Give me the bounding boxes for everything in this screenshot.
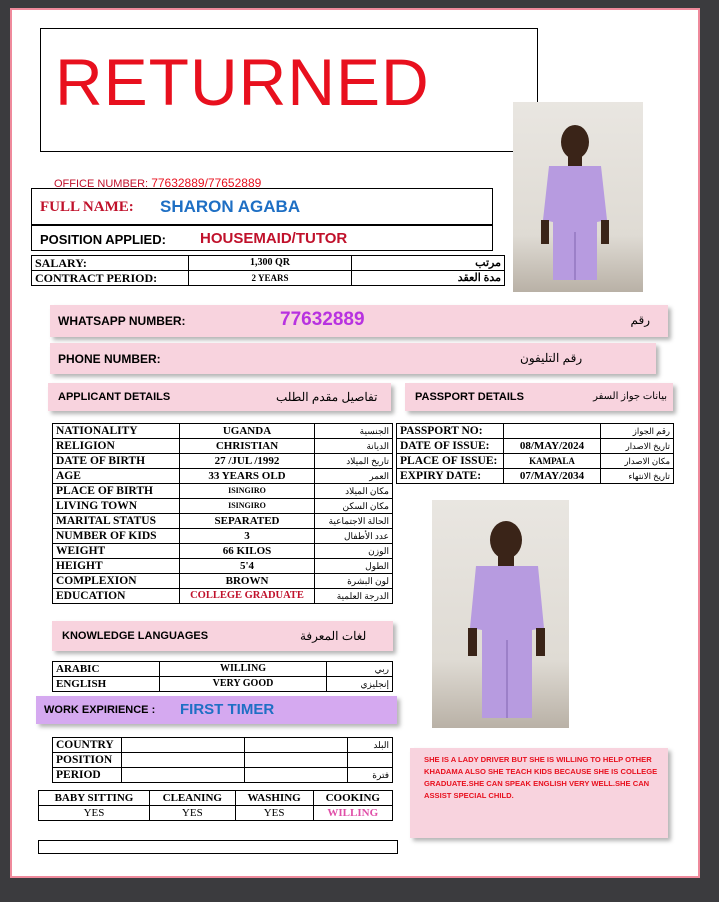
passport-field-value: 08/MAY/2024 — [504, 439, 601, 454]
contract-value: 2 YEARS — [189, 271, 352, 286]
whatsapp-value[interactable]: 77632889 — [280, 309, 365, 330]
passport-field-label: PASSPORT NO: — [397, 424, 504, 439]
skill-value: WILLING — [313, 806, 392, 821]
applicant-field-ar: الوزن — [315, 544, 393, 559]
applicant-field-value: UGANDA — [180, 424, 315, 439]
applicant-row — [53, 454, 393, 469]
work-history-cell — [245, 753, 348, 768]
applicant-field-value: ISINGIRO — [180, 484, 315, 499]
contract-row — [32, 271, 505, 286]
work-history-cell — [122, 768, 245, 783]
skill-label: WASHING — [235, 791, 313, 806]
remarks-text: SHE IS A LADY DRIVER BUT SHE IS WILLING TO HELP OTHER KHADAMA ALSO SHE TEACH KIDS BECAUSE SHE IS COLLEGE GRADUATE.SHE CAN SPEAK ENGLISH VERY WELL.SHE CAN ASSIST SPECIAL CHILD. — [424, 755, 658, 800]
applicant-field-label: DATE OF BIRTH — [53, 454, 180, 469]
passport-details-header — [405, 383, 673, 411]
passport-field-ar: مكان الاصدار — [601, 454, 674, 469]
applicant-row — [53, 484, 393, 499]
phone-label: PHONE NUMBER: — [58, 352, 161, 366]
position-box — [31, 225, 493, 251]
work-history-table — [52, 737, 393, 783]
passport-field-label: DATE OF ISSUE: — [397, 439, 504, 454]
whatsapp-bar — [50, 305, 668, 337]
language-label: ENGLISH — [53, 677, 160, 692]
work-history-cell — [245, 738, 348, 753]
applicant-row — [53, 469, 393, 484]
applicant-field-label: EDUCATION — [53, 589, 180, 604]
languages-label: KNOWLEDGE LANGUAGES — [62, 630, 209, 642]
work-history-label: COUNTRY — [53, 738, 122, 753]
applicant-field-value: 66 KILOS — [180, 544, 315, 559]
language-row — [53, 662, 393, 677]
remarks-box — [410, 748, 668, 838]
applicant-field-label: MARITAL STATUS — [53, 514, 180, 529]
applicant-field-label: HEIGHT — [53, 559, 180, 574]
passport-row — [397, 469, 674, 484]
work-history-cell — [122, 738, 245, 753]
phone-bar — [50, 343, 656, 374]
applicant-field-label: AGE — [53, 469, 180, 484]
applicant-field-value: 5'4 — [180, 559, 315, 574]
skills-value-row — [39, 806, 393, 821]
passport-field-value: KAMPALA — [504, 454, 601, 469]
applicant-row — [53, 589, 393, 604]
applicant-row — [53, 499, 393, 514]
work-experience-bar — [36, 696, 397, 724]
languages-ar: لغات المعرفة — [300, 629, 367, 643]
work-history-row — [53, 738, 393, 753]
languages-header — [52, 621, 393, 651]
passport-field-ar: تاريخ الاصدار — [601, 439, 674, 454]
applicant-field-ar: عدد الأطفال — [315, 529, 393, 544]
passport-field-value — [504, 424, 601, 439]
passport-field-label: EXPIRY DATE: — [397, 469, 504, 484]
work-history-ar: البلد — [348, 738, 393, 753]
applicant-field-value: 3 — [180, 529, 315, 544]
applicant-field-value: 27 /JUL /1992 — [180, 454, 315, 469]
applicant-field-label: NUMBER OF KIDS — [53, 529, 180, 544]
applicant-field-ar: لون البشرة — [315, 574, 393, 589]
applicant-field-value: COLLEGE GRADUATE — [180, 589, 315, 604]
full-name-value: SHARON AGABA — [160, 197, 301, 216]
salary-contract-table — [31, 255, 505, 286]
work-history-label: PERIOD — [53, 768, 122, 783]
biodata-page — [10, 8, 700, 878]
language-row — [53, 677, 393, 692]
skill-label: BABY SITTING — [39, 791, 150, 806]
applicant-field-ar: تاريخ الميلاد — [315, 454, 393, 469]
passport-details-label: PASSPORT DETAILS — [415, 391, 524, 403]
applicant-photo-large — [432, 500, 569, 728]
work-history-ar: فترة — [348, 768, 393, 783]
passport-field-label: PLACE OF ISSUE: — [397, 454, 504, 469]
applicant-details-label: APPLICANT DETAILS — [58, 391, 171, 403]
returned-stamp-box — [40, 28, 538, 152]
language-value: VERY GOOD — [160, 677, 327, 692]
passport-details-ar: بيانات جواز السفر — [593, 391, 667, 402]
work-history-row — [53, 753, 393, 768]
person-figure-icon — [513, 102, 643, 292]
skill-value: YES — [235, 806, 313, 821]
skill-value: YES — [149, 806, 235, 821]
applicant-field-ar: العمر — [315, 469, 393, 484]
passport-row — [397, 424, 674, 439]
applicant-field-ar: مكان السكن — [315, 499, 393, 514]
skill-label: CLEANING — [149, 791, 235, 806]
person-figure-large-icon — [432, 500, 569, 728]
applicant-field-ar: الحالة الاجتماعية — [315, 514, 393, 529]
position-label: POSITION APPLIED: — [40, 232, 166, 247]
bottom-empty-field — [38, 840, 398, 854]
applicant-field-label: RELIGION — [53, 439, 180, 454]
skills-label-row — [39, 791, 393, 806]
full-name-box — [31, 188, 493, 225]
full-name-label: FULL NAME: — [40, 199, 134, 215]
applicant-details-table — [52, 423, 393, 604]
whatsapp-label: WHATSAPP NUMBER: — [58, 314, 186, 328]
language-ar: ربي — [327, 662, 393, 677]
contract-ar: مدة العقد — [352, 271, 505, 286]
passport-field-value: 07/MAY/2034 — [504, 469, 601, 484]
salary-ar: مرتب — [352, 256, 505, 271]
applicant-photo-top — [513, 102, 643, 292]
contract-label: CONTRACT PERIOD: — [32, 271, 189, 286]
applicant-row — [53, 574, 393, 589]
applicant-field-ar: مكان الميلاد — [315, 484, 393, 499]
skills-table — [38, 790, 393, 821]
passport-details-table — [396, 423, 674, 484]
languages-table — [52, 661, 393, 692]
applicant-field-label: COMPLEXION — [53, 574, 180, 589]
work-history-ar — [348, 753, 393, 768]
whatsapp-ar: رقم — [630, 313, 650, 327]
applicant-details-ar: تفاصيل مقدم الطلب — [276, 390, 378, 404]
office-number-value: 77632889/77652889 — [151, 176, 262, 190]
work-history-row — [53, 768, 393, 783]
applicant-field-label: LIVING TOWN — [53, 499, 180, 514]
salary-value: 1,300 QR — [189, 256, 352, 271]
applicant-field-value: 33 YEARS OLD — [180, 469, 315, 484]
passport-row — [397, 439, 674, 454]
applicant-row — [53, 424, 393, 439]
passport-row — [397, 454, 674, 469]
work-history-label: POSITION — [53, 753, 122, 768]
work-history-cell — [245, 768, 348, 783]
work-experience-value: FIRST TIMER — [180, 701, 275, 718]
salary-row — [32, 256, 505, 271]
passport-field-ar: تاريخ الانتهاء — [601, 469, 674, 484]
position-value: HOUSEMAID/TUTOR — [200, 230, 348, 247]
work-experience-label: WORK EXPIRIENCE : — [44, 704, 156, 716]
office-number-label: OFFICE NUMBER: — [54, 178, 149, 190]
applicant-field-label: WEIGHT — [53, 544, 180, 559]
applicant-row — [53, 559, 393, 574]
applicant-field-value: BROWN — [180, 574, 315, 589]
language-value: WILLING — [160, 662, 327, 677]
skill-label: COOKING — [313, 791, 392, 806]
applicant-details-header — [48, 383, 391, 411]
skill-value: YES — [39, 806, 150, 821]
applicant-row — [53, 544, 393, 559]
salary-label: SALARY: — [32, 256, 189, 271]
applicant-row — [53, 529, 393, 544]
applicant-field-ar: الدرجة العلمية — [315, 589, 393, 604]
applicant-field-value: ISINGIRO — [180, 499, 315, 514]
language-label: ARABIC — [53, 662, 160, 677]
applicant-field-label: NATIONALITY — [53, 424, 180, 439]
applicant-field-ar: الطول — [315, 559, 393, 574]
applicant-field-ar: الجنسية — [315, 424, 393, 439]
applicant-field-value: SEPARATED — [180, 514, 315, 529]
work-history-cell — [122, 753, 245, 768]
returned-stamp: RETURNED — [55, 45, 430, 119]
passport-field-ar: رقم الجواز — [601, 424, 674, 439]
applicant-row — [53, 514, 393, 529]
applicant-field-label: PLACE OF BIRTH — [53, 484, 180, 499]
phone-ar: رقم التليفون — [520, 351, 583, 365]
applicant-field-value: CHRISTIAN — [180, 439, 315, 454]
applicant-row — [53, 439, 393, 454]
language-ar: إنجليزي — [327, 677, 393, 692]
applicant-field-ar: الديانة — [315, 439, 393, 454]
